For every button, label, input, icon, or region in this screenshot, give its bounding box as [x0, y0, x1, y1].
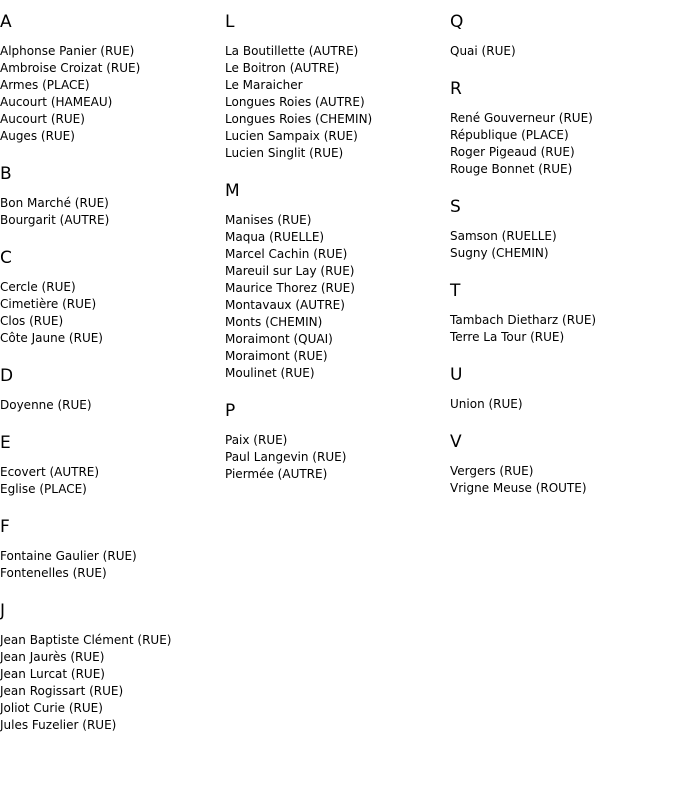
street-list [225, 212, 450, 382]
letter-heading: D [0, 366, 14, 386]
street-link[interactable]: Jean Jaurès (RUE) [0, 650, 105, 664]
letter-section [450, 196, 675, 262]
letter-section [0, 600, 225, 734]
street-link[interactable]: Cercle (RUE) [0, 280, 76, 294]
street-link[interactable]: Moraimont (QUAI) [225, 332, 333, 346]
street-list [450, 228, 675, 262]
letter-section [225, 180, 450, 382]
street-link[interactable]: Lucien Sampaix (RUE) [225, 129, 358, 143]
street-link[interactable]: Manises (RUE) [225, 213, 312, 227]
index-column [450, 11, 675, 497]
letter-section [450, 431, 675, 497]
letter-section [450, 364, 675, 413]
street-link[interactable]: Lucien Singlit (RUE) [225, 146, 344, 160]
letter-heading: T [450, 281, 461, 301]
street-link[interactable]: République (PLACE) [450, 128, 569, 142]
street-link[interactable]: La Boutillette (AUTRE) [225, 44, 359, 58]
letter-heading: U [450, 365, 463, 385]
street-link[interactable]: Piermée (AUTRE) [225, 467, 328, 481]
letter-heading: A [0, 12, 12, 32]
street-link[interactable]: Vergers (RUE) [450, 464, 534, 478]
letter-section [450, 11, 675, 60]
street-list [450, 312, 675, 346]
street-list [0, 397, 225, 414]
letter-heading: F [0, 517, 10, 537]
street-link[interactable]: Moulinet (RUE) [225, 366, 315, 380]
street-link[interactable]: Longues Roies (CHEMIN) [225, 112, 373, 126]
letter-heading: S [450, 197, 461, 217]
street-link[interactable]: Montavaux (AUTRE) [225, 298, 345, 312]
street-link[interactable]: Alphonse Panier (RUE) [0, 44, 135, 58]
street-link[interactable]: Aucourt (HAMEAU) [0, 95, 113, 109]
letter-section [0, 516, 225, 582]
letter-section [0, 432, 225, 498]
street-link[interactable]: Mareuil sur Lay (RUE) [225, 264, 355, 278]
street-link[interactable]: Vrigne Meuse (ROUTE) [450, 481, 587, 495]
letter-heading: E [0, 433, 11, 453]
street-list [0, 548, 225, 582]
street-link[interactable]: Moraimont (RUE) [225, 349, 328, 363]
street-link[interactable]: Cimetière (RUE) [0, 297, 97, 311]
street-link[interactable]: Bourgarit (AUTRE) [0, 213, 110, 227]
street-link[interactable]: Terre La Tour (RUE) [450, 330, 565, 344]
street-link[interactable]: Jean Lurcat (RUE) [0, 667, 105, 681]
street-list [0, 464, 225, 498]
letter-section [0, 163, 225, 229]
letter-section [225, 11, 450, 162]
street-link[interactable]: Paix (RUE) [225, 433, 288, 447]
street-list [450, 396, 675, 413]
street-link[interactable]: Longues Roies (AUTRE) [225, 95, 365, 109]
letter-section [0, 11, 225, 145]
index-column [225, 11, 450, 483]
street-link[interactable]: Paul Langevin (RUE) [225, 450, 347, 464]
letter-section [450, 280, 675, 346]
street-link[interactable]: Joliot Curie (RUE) [0, 701, 103, 715]
street-link[interactable]: Tambach Dietharz (RUE) [450, 313, 597, 327]
street-link[interactable]: Rouge Bonnet (RUE) [450, 162, 573, 176]
street-link[interactable]: Doyenne (RUE) [0, 398, 92, 412]
street-link[interactable]: Le Boitron (AUTRE) [225, 61, 340, 75]
letter-heading: R [450, 79, 462, 99]
street-list [0, 195, 225, 229]
street-link[interactable]: Armes (PLACE) [0, 78, 90, 92]
street-link[interactable]: Ambroise Croizat (RUE) [0, 61, 141, 75]
street-link[interactable]: Fontaine Gaulier (RUE) [0, 549, 137, 563]
street-link[interactable]: Maurice Thorez (RUE) [225, 281, 355, 295]
street-link[interactable]: Union (RUE) [450, 397, 523, 411]
street-link[interactable]: Quai (RUE) [450, 44, 516, 58]
letter-section [0, 247, 225, 347]
street-link[interactable]: Ecovert (AUTRE) [0, 465, 100, 479]
street-link[interactable]: Côte Jaune (RUE) [0, 331, 103, 345]
street-link[interactable]: Roger Pigeaud (RUE) [450, 145, 575, 159]
street-list [450, 110, 675, 178]
letter-heading: B [0, 164, 12, 184]
street-link[interactable]: Fontenelles (RUE) [0, 566, 107, 580]
street-link[interactable]: Le Maraicher [225, 78, 303, 92]
street-link[interactable]: Samson (RUELLE) [450, 229, 557, 243]
letter-heading: L [225, 12, 235, 32]
street-link[interactable]: Monts (CHEMIN) [225, 315, 323, 329]
street-list [450, 43, 675, 60]
street-list [225, 43, 450, 162]
letter-heading: M [225, 181, 240, 201]
street-link[interactable]: Jean Rogissart (RUE) [0, 684, 124, 698]
street-link[interactable]: Auges (RUE) [0, 129, 75, 143]
letter-heading: V [450, 432, 462, 452]
street-list [0, 632, 225, 734]
letter-section [0, 365, 225, 414]
letter-section [225, 400, 450, 483]
street-list [0, 43, 225, 145]
street-link[interactable]: Marcel Cachin (RUE) [225, 247, 348, 261]
letter-heading: C [0, 248, 12, 268]
letter-section [450, 78, 675, 178]
street-list [0, 279, 225, 347]
letter-heading: J [0, 601, 6, 621]
street-list [225, 432, 450, 483]
index-column [0, 11, 225, 734]
street-link[interactable]: Aucourt (RUE) [0, 112, 85, 126]
street-link[interactable]: Bon Marché (RUE) [0, 196, 109, 210]
street-link[interactable]: Jules Fuzelier (RUE) [0, 718, 117, 732]
street-link[interactable]: René Gouverneur (RUE) [450, 111, 593, 125]
street-list [450, 463, 675, 497]
street-link[interactable]: Jean Baptiste Clément (RUE) [0, 633, 172, 647]
street-link[interactable]: Sugny (CHEMIN) [450, 246, 549, 260]
letter-heading: P [225, 401, 236, 421]
street-link[interactable]: Maqua (RUELLE) [225, 230, 325, 244]
street-link[interactable]: Eglise (PLACE) [0, 482, 87, 496]
street-link[interactable]: Clos (RUE) [0, 314, 64, 328]
letter-heading: Q [450, 12, 464, 32]
